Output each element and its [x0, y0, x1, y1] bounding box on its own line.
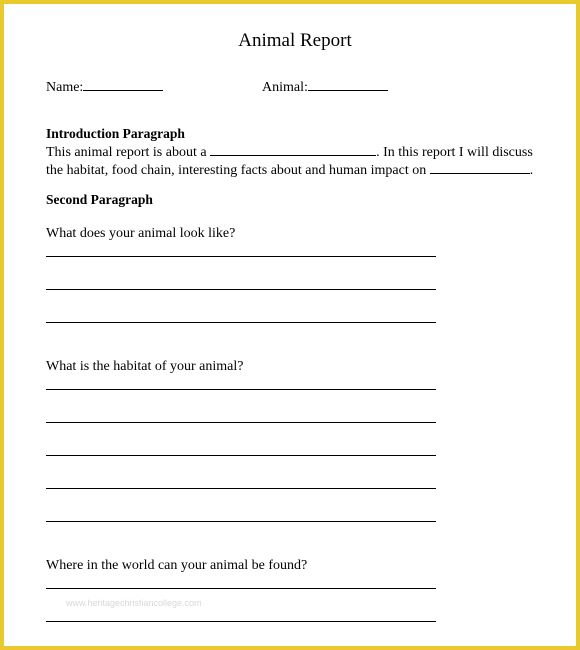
intro-text-2b: . — [529, 163, 534, 178]
question-location: Where in the world can your animal be found? — [46, 558, 308, 573]
answer-line[interactable] — [46, 256, 436, 257]
question-look: What does your animal look like? — [46, 226, 236, 241]
name-field-row — [46, 78, 163, 96]
intro-heading: Introduction Paragraph — [46, 126, 185, 141]
second-heading: Second Paragraph — [46, 192, 153, 207]
intro-text-2a: the habitat, food chain, interesting facts about and human impact on — [46, 163, 427, 178]
worksheet-page — [4, 4, 576, 646]
name-label: Name: — [46, 80, 84, 95]
watermark-text: www.heritagechristiancollege.com — [66, 598, 202, 608]
name-blank[interactable] — [83, 78, 163, 91]
intro-text-1a: This animal report is about a — [46, 145, 207, 160]
animal-field-row — [262, 78, 388, 96]
intro-text-1b: . In this report I will discuss — [376, 145, 533, 160]
page-title: Animal Report — [238, 30, 352, 51]
intro-line-2 — [46, 161, 566, 179]
answer-line[interactable] — [46, 588, 436, 589]
question-habitat: What is the habitat of your animal? — [46, 359, 244, 374]
answer-line[interactable] — [46, 322, 436, 323]
intro-impact-blank[interactable] — [430, 161, 530, 174]
answer-line[interactable] — [46, 389, 436, 390]
intro-line-1 — [46, 143, 566, 161]
answer-line[interactable] — [46, 422, 436, 423]
answer-line[interactable] — [46, 289, 436, 290]
answer-line[interactable] — [46, 521, 436, 522]
answer-line[interactable] — [46, 455, 436, 456]
intro-topic-blank[interactable] — [210, 143, 376, 156]
answer-line[interactable] — [46, 621, 436, 622]
animal-blank[interactable] — [308, 78, 388, 91]
animal-label: Animal: — [262, 80, 308, 95]
intro-paragraph — [46, 143, 566, 179]
answer-line[interactable] — [46, 488, 436, 489]
